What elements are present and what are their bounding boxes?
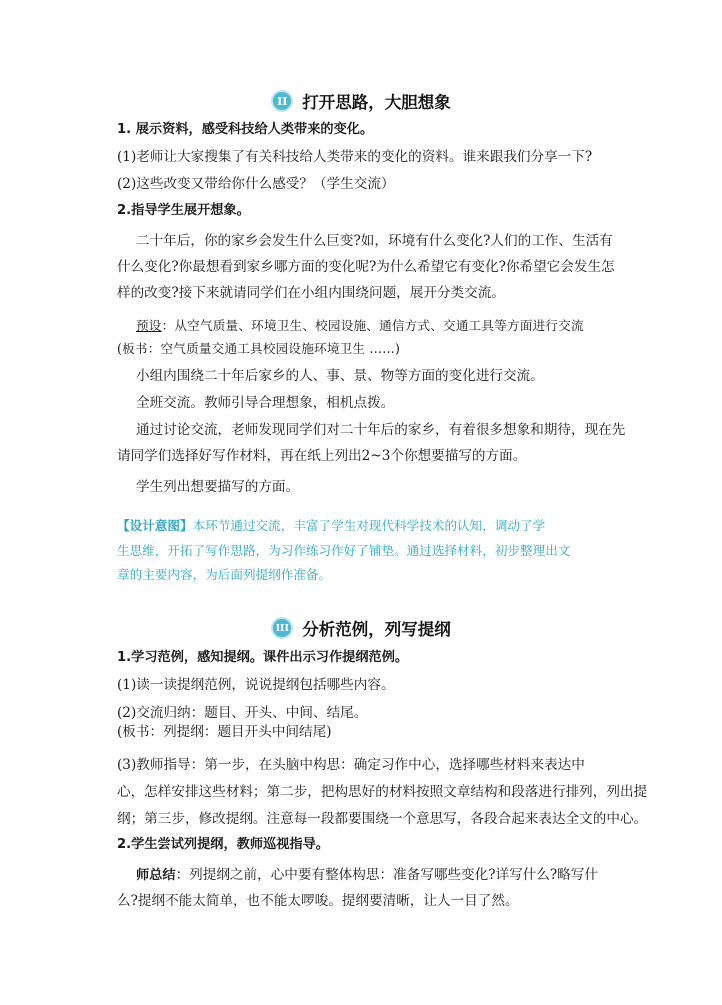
step-1-heading: 1.学习范例，感知提纲。课件出示习作提纲范例。 [117,650,409,665]
summary-text: ：列提纲之前，心中要有整体构思：准备写哪些变化?详写什么?略写什 [175,867,598,883]
section-2-badge-icon: II [271,90,293,112]
design-intent-line: 生思维，开拓了写作思路，为习作练习作好了铺垫。通过选择材料，初步整理出文 [117,543,571,558]
design-intent-line: 章的主要内容，为后面列提纲作准备。 [117,567,332,582]
paragraph-line: 请同学们选择好写作材料，再在纸上列出2~3个你想要描写的方面。 [117,448,527,464]
paragraph-line: (3)教师指导：第一步，在头脑中构思：确定习作中心，选择哪些材料来表达中 [117,757,585,773]
paragraph: (2)这些改变又带给你什么感受？（学生交流） [117,176,395,192]
design-intent-text: 本环节通过交流，丰富了学生对现代科学技术的认知，调动了学 [192,518,546,533]
preset-label: 预设 [136,318,162,333]
summary-line [136,866,666,885]
paragraph: (1)老师让大家搜集了有关科技给人类带来的变化的资料。谁来跟我们分享一下? [117,149,593,165]
preset-text: ：从空气质量、环境卫生、校园设施、通信方式、交通工具等方面进行交流 [161,318,584,333]
board-note: (板书：列提纲：题目开头中间结尾) [117,724,332,740]
paragraph-line: 样的改变?接下来就请同学们在小组内围绕问题，展开分类交流。 [117,285,505,301]
design-intent-tag: 【设计意图】 [117,518,193,533]
section-3-heading [0,614,722,642]
paragraph: 学生列出想要描写的方面。 [136,479,300,495]
summary-line: 么?提纲不能太简单，也不能太啰唆。提纲要清晰，让人一目了然。 [117,893,519,909]
step-2-heading: 2.指导学生展开想象。 [117,203,250,218]
paragraph-line: 通过讨论交流，老师发现同学们对二十年后的家乡，有着很多想象和期待，现在先 [136,422,626,438]
paragraph-line: 二十年后，你的家乡会发生什么巨变?如，环境有什么变化?人们的工作、生活有 [136,233,613,249]
step-2-heading: 2.学生尝试列提纲，教师巡视指导。 [117,837,329,852]
paragraph: 全班交流。教师引导合理想象，相机点拨。 [136,395,395,411]
paragraph: (2)交流归纳：题目、开头、中间、结尾。 [117,705,368,721]
paragraph: 小组内围绕二十年后家乡的人、事、景、物等方面的变化进行交流。 [136,368,544,384]
step-1-heading: 1. 展示资料，感受科技给人类带来的变化。 [117,122,374,137]
paragraph-line: 什么变化?你最想看到家乡哪方面的变化呢?为什么希望它有变化?你希望它会发生怎 [117,259,615,275]
section-3-badge-icon: III [271,617,293,639]
paragraph-line: 纲；第三步，修改提纲。注意每一段都要围绕一个意思写，各段合起来表达全文的中心。 [117,811,648,827]
design-intent-line [117,516,637,535]
section-2-title: 打开思路，大胆想象 [302,93,451,112]
paragraph-line: 心，怎样安排这些材料；第二步，把构思好的材料按照文章结构和段落进行排列，列出提 [117,784,648,800]
paragraph: (1)读一读提纲范例，说说提纲包括哪些内容。 [117,677,395,693]
section-3-title: 分析范例，列写提纲 [302,620,451,639]
preset-line [136,317,666,335]
summary-label: 师总结 [136,868,176,883]
board-note: (板书：空气质量交通工具校园设施环境卫生 ……) [117,341,401,356]
section-2-heading [0,87,722,115]
